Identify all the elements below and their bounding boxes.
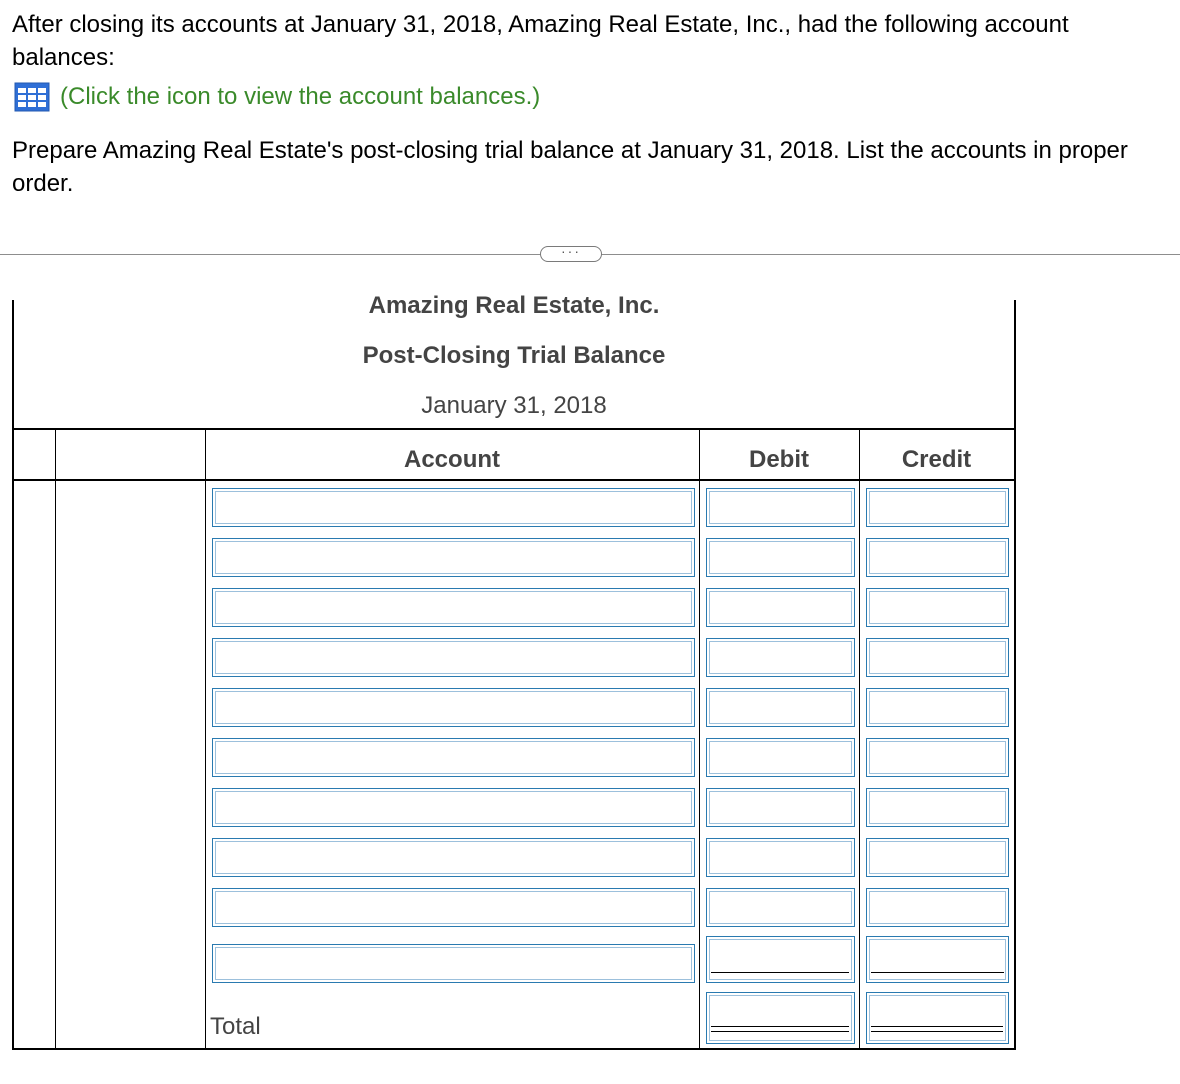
debit-input[interactable] xyxy=(706,788,855,827)
column-divider xyxy=(859,428,860,1048)
credit-input[interactable] xyxy=(866,638,1009,677)
column-divider xyxy=(205,428,206,1048)
company-name: Amazing Real Estate, Inc. xyxy=(368,292,660,319)
account-input[interactable] xyxy=(212,538,695,577)
view-balances-label[interactable]: (Click the icon to view the account balances.) xyxy=(60,83,541,110)
table-grid-icon[interactable] xyxy=(14,82,50,112)
credit-input[interactable] xyxy=(866,738,1009,777)
debit-total-double-rule xyxy=(711,1031,849,1032)
debit-input[interactable] xyxy=(706,588,855,627)
debit-input[interactable] xyxy=(706,888,855,927)
account-input[interactable] xyxy=(212,638,695,677)
total-label: Total xyxy=(210,1013,261,1040)
account-input[interactable] xyxy=(212,838,695,877)
header-top-rule xyxy=(14,428,1014,430)
column-divider xyxy=(699,428,700,1048)
debit-input[interactable] xyxy=(706,688,855,727)
account-input[interactable] xyxy=(212,888,695,927)
expand-button[interactable]: ··· xyxy=(540,246,602,262)
debit-input[interactable] xyxy=(706,638,855,677)
credit-input[interactable] xyxy=(866,488,1009,527)
credit-input[interactable] xyxy=(866,788,1009,827)
credit-input[interactable] xyxy=(866,936,1009,983)
credit-total-double-rule xyxy=(871,1026,1003,1027)
credit-input[interactable] xyxy=(866,688,1009,727)
column-divider xyxy=(55,428,56,1048)
instructions-text: Prepare Amazing Real Estate's post-closing trial balance at January 31, 2018. List the accounts in proper order. xyxy=(12,137,1128,197)
debit-input[interactable] xyxy=(706,538,855,577)
debit-column-header: Debit xyxy=(749,446,809,473)
trial-balance-table xyxy=(12,292,1016,1050)
intro-text: After closing its accounts at January 31, 2018, Amazing Real Estate, Inc., had the following account balances: xyxy=(12,11,1069,71)
credit-input[interactable] xyxy=(866,588,1009,627)
debit-subtotal-rule xyxy=(711,972,849,973)
header-bottom-rule xyxy=(14,479,1014,481)
debit-total-double-rule xyxy=(711,1026,849,1027)
account-input[interactable] xyxy=(212,688,695,727)
account-input[interactable] xyxy=(212,488,695,527)
debit-input[interactable] xyxy=(706,738,855,777)
credit-total-double-rule xyxy=(871,1031,1003,1032)
statement-date: January 31, 2018 xyxy=(421,392,607,419)
account-input[interactable] xyxy=(212,788,695,827)
account-input[interactable] xyxy=(212,588,695,627)
account-input[interactable] xyxy=(212,944,695,983)
account-input[interactable] xyxy=(212,738,695,777)
credit-input[interactable] xyxy=(866,538,1009,577)
credit-column-header: Credit xyxy=(901,446,972,473)
total-debit-input[interactable] xyxy=(706,992,855,1044)
debit-input[interactable] xyxy=(706,488,855,527)
credit-input[interactable] xyxy=(866,838,1009,877)
total-credit-input[interactable] xyxy=(866,992,1009,1044)
debit-input[interactable] xyxy=(706,936,855,983)
debit-input[interactable] xyxy=(706,838,855,877)
credit-subtotal-rule xyxy=(871,972,1004,973)
statement-title: Post-Closing Trial Balance xyxy=(362,342,666,369)
credit-input[interactable] xyxy=(866,888,1009,927)
account-column-header: Account xyxy=(404,446,500,473)
view-balances-link[interactable] xyxy=(14,80,540,114)
